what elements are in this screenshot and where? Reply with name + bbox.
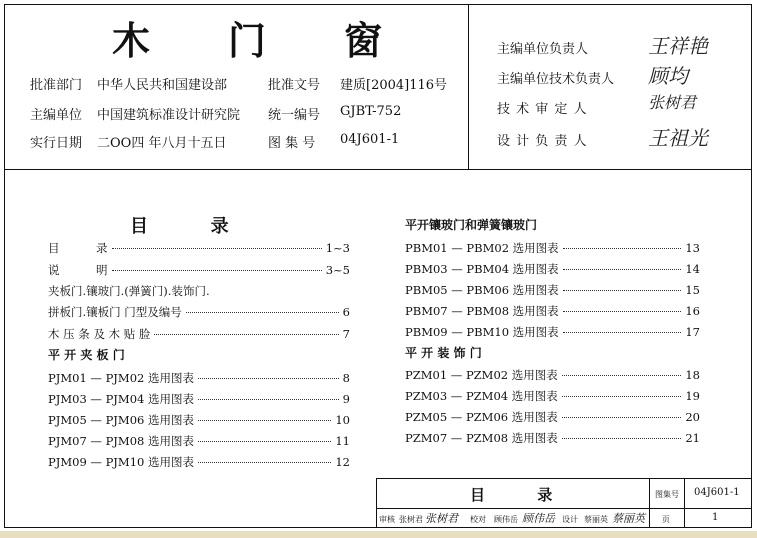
field-date-label: 实行日期 bbox=[30, 136, 83, 151]
sign-role-design: 设计 bbox=[562, 515, 578, 524]
toc-leader bbox=[562, 438, 682, 439]
toc-row-text: PZM01 — PZM02 选用图表 bbox=[405, 368, 558, 382]
toc-row-page: 20 bbox=[685, 410, 700, 424]
toc-leader bbox=[563, 290, 682, 291]
titleblock-atlas-value: 04J601-1 bbox=[694, 487, 740, 498]
field-editor-unit-value: 中国建筑标准设计研究院 bbox=[97, 108, 241, 123]
field-atlas-no-value: 04J601-1 bbox=[340, 132, 400, 147]
toc-leader bbox=[563, 332, 682, 333]
toc-row[interactable] bbox=[405, 261, 700, 277]
sign-name-review: 张树君 bbox=[399, 515, 423, 524]
toc-leader bbox=[198, 462, 331, 463]
titleblock-name: 目 录 bbox=[470, 486, 553, 504]
toc-row[interactable] bbox=[48, 304, 350, 320]
titleblock-page-value: 1 bbox=[712, 512, 719, 523]
toc-row-text: 拼板门.镶板门 门型及编号 bbox=[48, 305, 182, 319]
toc-row-page: 14 bbox=[685, 262, 700, 276]
toc-row-page: 1~3 bbox=[325, 241, 350, 255]
signature-tech-lead: 顾均 bbox=[648, 64, 688, 88]
field-date-value: 二OO四 年八月十五日 bbox=[97, 136, 227, 151]
toc-row-text: 说 明 bbox=[48, 263, 108, 277]
toc-leader bbox=[563, 269, 682, 270]
toc-row-page: 16 bbox=[685, 304, 700, 318]
toc-row[interactable] bbox=[405, 409, 700, 425]
toc-row[interactable] bbox=[405, 303, 700, 319]
toc-row-text: PJM03 — PJM04 选用图表 bbox=[48, 392, 194, 406]
signature-design: 蔡丽英 bbox=[612, 512, 645, 525]
toc-row-page: 21 bbox=[685, 431, 700, 445]
toc-note-line: 夹板门.镶玻门.(弹簧门).装饰门. bbox=[48, 284, 210, 298]
toc-row-text: PBM09 — PBM10 选用图表 bbox=[405, 325, 559, 339]
toc-row-text: 目 录 bbox=[48, 241, 108, 255]
toc-row-text: PJM05 — PJM06 选用图表 bbox=[48, 413, 194, 427]
toc-row-text: PZM03 — PZM04 选用图表 bbox=[405, 389, 558, 403]
toc-leader bbox=[154, 334, 338, 335]
toc-row-text: PBM03 — PBM04 选用图表 bbox=[405, 262, 559, 276]
toc-leader bbox=[562, 396, 682, 397]
toc-section-pbm: 平开镶玻门和弹簧镶玻门 bbox=[405, 218, 538, 232]
toc-leader bbox=[198, 420, 331, 421]
toc-row[interactable] bbox=[405, 282, 700, 298]
toc-row-page: 15 bbox=[685, 283, 700, 297]
toc-row[interactable] bbox=[48, 433, 350, 449]
field-approval-no-value: 建质[2004]116号 bbox=[340, 78, 448, 93]
toc-row-text: PBM07 — PBM08 选用图表 bbox=[405, 304, 559, 318]
toc-row[interactable] bbox=[48, 240, 350, 256]
toc-row-page: 12 bbox=[335, 455, 350, 469]
title-char: 门 bbox=[227, 18, 266, 63]
toc-heading: 目 录 bbox=[130, 216, 229, 237]
toc-row-text: PJM01 — PJM02 选用图表 bbox=[48, 371, 194, 385]
toc-row[interactable] bbox=[405, 240, 700, 256]
signature-chief-editor: 王祥艳 bbox=[648, 34, 708, 58]
toc-row-page: 10 bbox=[335, 413, 350, 427]
toc-leader bbox=[198, 441, 331, 442]
toc-leader bbox=[562, 417, 682, 418]
toc-leader bbox=[198, 378, 339, 379]
titleblock-left-line bbox=[376, 478, 377, 528]
header-vertical-divider bbox=[468, 4, 469, 169]
toc-row-text: PZM07 — PZM08 选用图表 bbox=[405, 431, 558, 445]
role-reviewer: 技 术 审 定 人 bbox=[497, 102, 588, 117]
toc-row-page: 11 bbox=[335, 434, 350, 448]
toc-section-pjm: 平 开 夹 板 门 bbox=[48, 348, 125, 362]
toc-row[interactable] bbox=[48, 326, 350, 342]
title-char: 窗 bbox=[343, 18, 382, 63]
toc-row-text: PJM09 — PJM10 选用图表 bbox=[48, 455, 194, 469]
role-chief-editor: 主编单位负责人 bbox=[497, 42, 589, 57]
toc-row-page: 13 bbox=[685, 241, 700, 255]
toc-row[interactable] bbox=[405, 324, 700, 340]
page-title bbox=[112, 10, 382, 65]
toc-row[interactable] bbox=[405, 430, 700, 446]
toc-leader bbox=[563, 311, 682, 312]
toc-row[interactable] bbox=[405, 388, 700, 404]
field-approval-dept-value: 中华人民共和国建设部 bbox=[97, 78, 228, 93]
titleblock-atlas-label: 图集号 bbox=[655, 490, 679, 499]
field-approval-no-label: 批准文号 bbox=[268, 78, 321, 93]
toc-row-text: 木 压 条 及 木 贴 脸 bbox=[48, 327, 151, 341]
toc-row[interactable] bbox=[48, 454, 350, 470]
titleblock-divider bbox=[649, 478, 650, 528]
titleblock-page-label: 页 bbox=[662, 515, 670, 524]
toc-row[interactable] bbox=[48, 391, 350, 407]
toc-row-text: PBM05 — PBM06 选用图表 bbox=[405, 283, 559, 297]
toc-leader bbox=[563, 248, 682, 249]
toc-row-page: 3~5 bbox=[325, 263, 350, 277]
sign-role-review: 审核 bbox=[379, 515, 395, 524]
toc-row[interactable] bbox=[48, 412, 350, 428]
field-editor-unit-label: 主编单位 bbox=[30, 108, 83, 123]
toc-row[interactable] bbox=[48, 262, 350, 278]
titleblock-mid-line bbox=[376, 508, 752, 509]
role-tech-lead: 主编单位技术负责人 bbox=[497, 72, 615, 87]
toc-row-page: 9 bbox=[342, 392, 350, 406]
toc-row[interactable] bbox=[48, 370, 350, 386]
toc-leader bbox=[186, 312, 339, 313]
toc-leader bbox=[112, 270, 322, 271]
toc-row[interactable] bbox=[405, 367, 700, 383]
header-divider bbox=[4, 169, 752, 170]
toc-row-text: PZM05 — PZM06 选用图表 bbox=[405, 410, 558, 424]
field-unified-no-value: GJBT-752 bbox=[340, 104, 402, 119]
field-atlas-no-label: 图 集 号 bbox=[268, 136, 316, 151]
toc-leader bbox=[112, 248, 322, 249]
signature-check: 顾伟岳 bbox=[522, 512, 555, 525]
field-approval-dept-label: 批准部门 bbox=[30, 78, 83, 93]
title-char: 木 bbox=[112, 18, 151, 63]
signature-review: 张树君 bbox=[425, 512, 458, 525]
toc-row-page: 8 bbox=[342, 371, 350, 385]
toc-row-page: 18 bbox=[685, 368, 700, 382]
toc-section-pzm: 平 开 装 饰 门 bbox=[405, 346, 482, 360]
signature-design-lead: 王祖光 bbox=[648, 126, 708, 150]
toc-row-page: 7 bbox=[342, 327, 350, 341]
page-bottom-strip bbox=[0, 531, 757, 538]
toc-leader bbox=[198, 399, 339, 400]
sign-name-check: 顾伟岳 bbox=[494, 515, 518, 524]
sign-role-check: 校对 bbox=[470, 515, 486, 524]
toc-leader bbox=[562, 375, 682, 376]
titleblock-top-line bbox=[376, 478, 752, 479]
toc-row-page: 17 bbox=[685, 325, 700, 339]
toc-row-text: PJM07 — PJM08 选用图表 bbox=[48, 434, 194, 448]
role-design-lead: 设 计 负 责 人 bbox=[497, 134, 588, 149]
toc-row-page: 6 bbox=[342, 305, 350, 319]
field-unified-no-label: 统一编号 bbox=[268, 108, 321, 123]
sign-name-design: 蔡丽英 bbox=[584, 515, 608, 524]
toc-row-page: 19 bbox=[685, 389, 700, 403]
toc-row-text: PBM01 — PBM02 选用图表 bbox=[405, 241, 559, 255]
titleblock-divider bbox=[684, 478, 685, 528]
signature-reviewer: 张树君 bbox=[648, 93, 697, 112]
